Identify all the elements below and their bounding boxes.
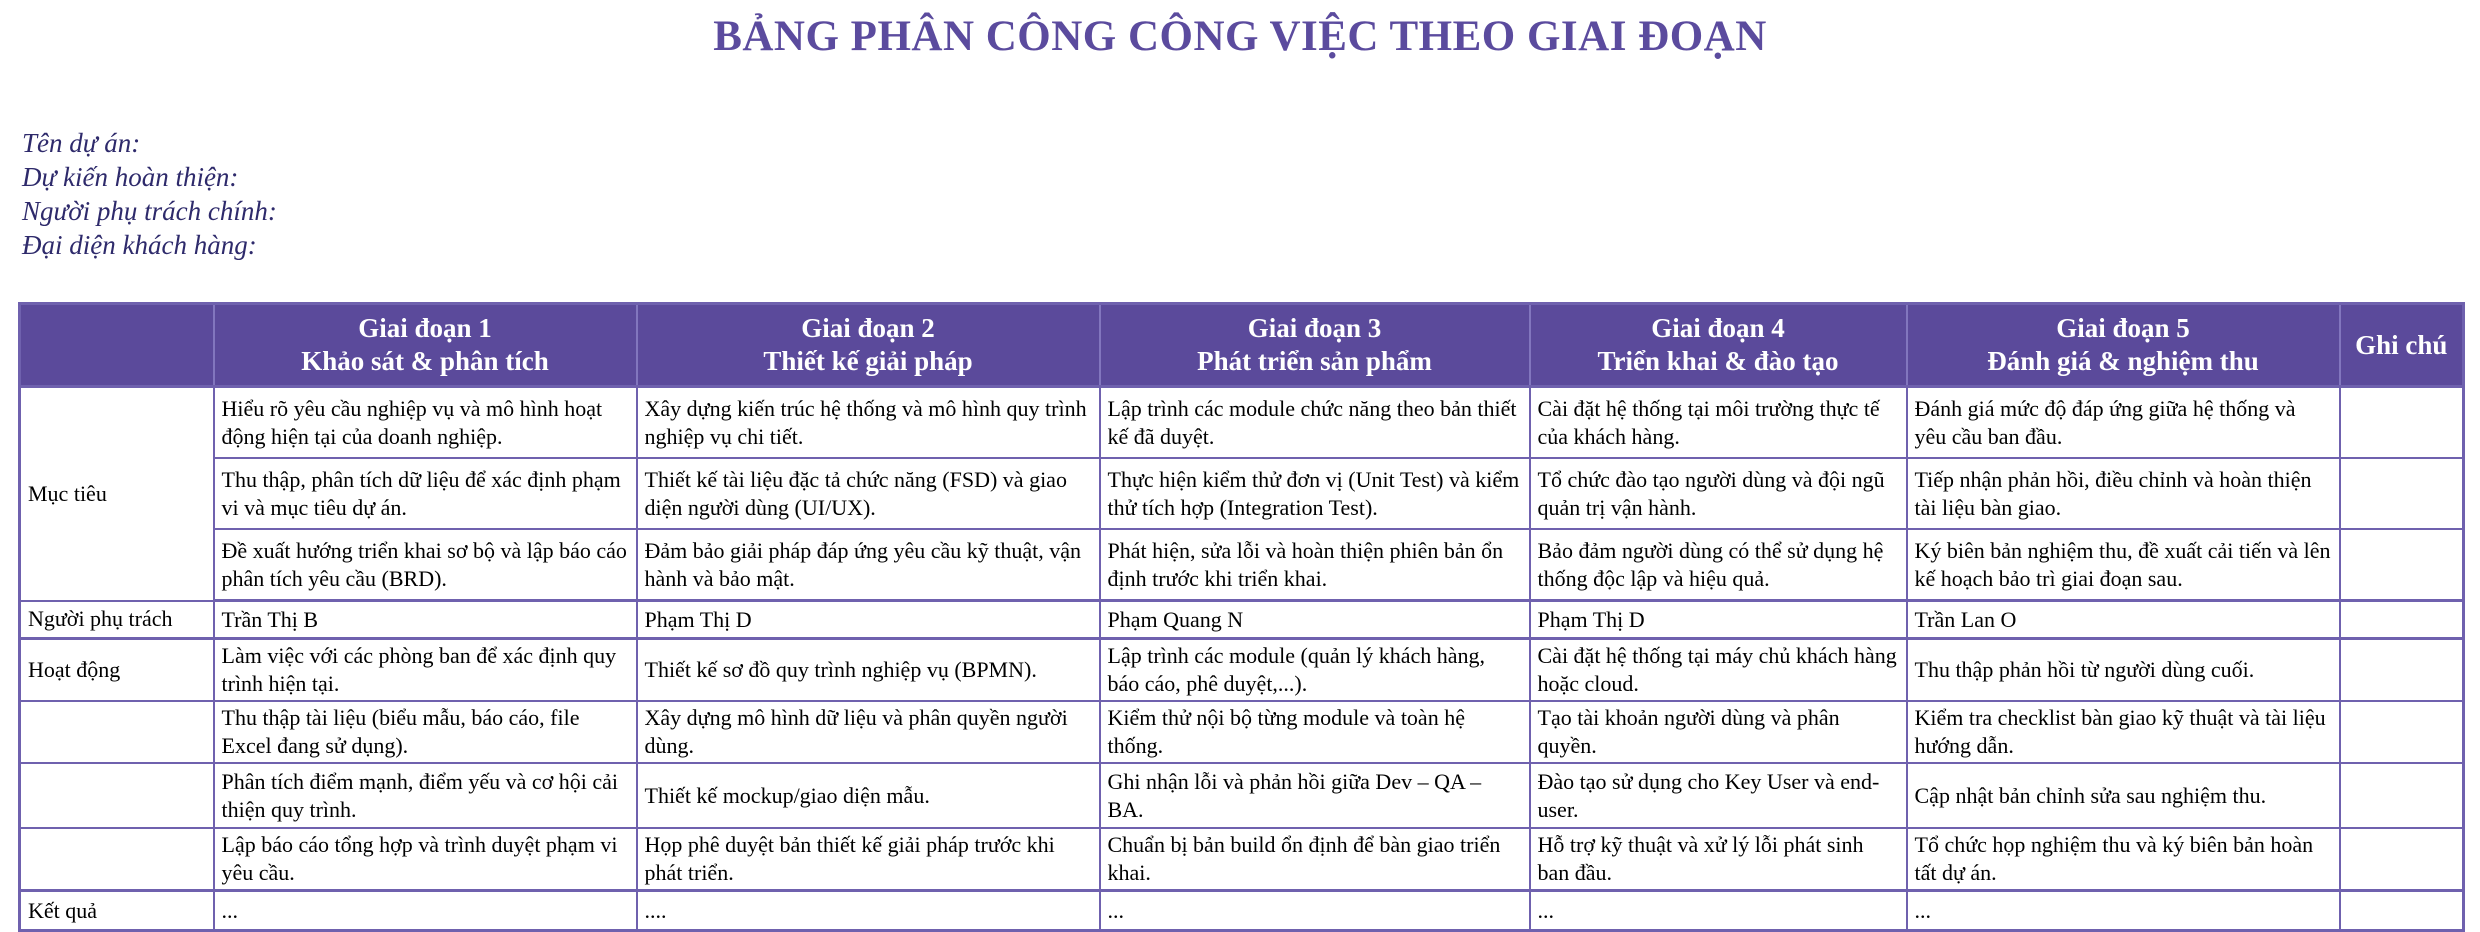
- notes-cell: [2340, 891, 2464, 931]
- activity-cell-p2-r2: Xây dựng mô hình dữ liệu và phân quyền người dùng.: [637, 701, 1100, 763]
- objective-cell-p2-r1: Xây dựng kiến trúc hệ thống và mô hình quy trình nghiệp vụ chi tiết.: [637, 387, 1100, 459]
- client-rep-label: Đại diện khách hàng:: [22, 230, 257, 260]
- result-cell-p4: ...: [1530, 891, 1907, 931]
- activity-cell-p1-r2: Thu thập tài liệu (biểu mẫu, báo cáo, file Excel đang sử dụng).: [214, 701, 637, 763]
- activity-cell-p5-r4: Tổ chức họp nghiệm thu và ký biên bản hoàn tất dự án.: [1907, 828, 2340, 891]
- header-phase-4: [1530, 304, 1907, 387]
- objective-cell-p4-r3: Bảo đảm người dùng có thể sử dụng hệ thống độc lập và hiệu quả.: [1530, 529, 1907, 601]
- phase-4-subtitle: Triển khai & đào tạo: [1597, 346, 1839, 376]
- header-empty-cell: [20, 304, 214, 387]
- notes-cell: [2340, 458, 2464, 529]
- row-label-empty: [20, 763, 214, 828]
- row-label-empty: [20, 701, 214, 763]
- result-cell-p2: ....: [637, 891, 1100, 931]
- row-label-objectives: Mục tiêu: [20, 387, 214, 601]
- row-label-pic: Người phụ trách: [20, 601, 214, 639]
- activity-cell-p2-r1: Thiết kế sơ đồ quy trình nghiệp vụ (BPMN).: [637, 639, 1100, 702]
- phase-1-title: Giai đoạn 1: [358, 313, 492, 343]
- page-title: BẢNG PHÂN CÔNG CÔNG VIỆC THEO GIAI ĐOẠN: [713, 13, 1767, 60]
- objective-cell-p3-r3: Phát hiện, sửa lỗi và hoàn thiện phiên bản ổn định trước khi triển khai.: [1100, 529, 1530, 601]
- header-phase-3: [1100, 304, 1530, 387]
- result-cell-p1: ...: [214, 891, 637, 931]
- project-name-label: Tên dự án:: [22, 128, 141, 158]
- objectives-row-3: [20, 529, 2464, 601]
- activity-cell-p3-r1: Lập trình các module (quản lý khách hàng, báo cáo, phê duyệt,...).: [1100, 639, 1530, 702]
- phase-2-subtitle: Thiết kế giải pháp: [763, 346, 973, 376]
- phase-3-title: Giai đoạn 3: [1247, 313, 1382, 343]
- activity-cell-p1-r3: Phân tích điểm mạnh, điểm yếu và cơ hội cải thiện quy trình.: [214, 763, 637, 828]
- header-phase-1: [214, 304, 637, 387]
- pic-cell-p5: Trần Lan O: [1907, 601, 2340, 639]
- results-row: [20, 891, 2464, 931]
- phase-1-subtitle: Khảo sát & phân tích: [301, 346, 549, 376]
- result-cell-p3: ...: [1100, 891, 1530, 931]
- activity-cell-p2-r4: Họp phê duyệt bản thiết kế giải pháp trước khi phát triển.: [637, 828, 1100, 891]
- objective-cell-p5-r1: Đánh giá mức độ đáp ứng giữa hệ thống và yêu cầu ban đầu.: [1907, 387, 2340, 459]
- objectives-row-2: [20, 458, 2464, 529]
- objective-cell-p4-r1: Cài đặt hệ thống tại môi trường thực tế của khách hàng.: [1530, 387, 1907, 459]
- activity-cell-p2-r3: Thiết kế mockup/giao diện mẫu.: [637, 763, 1100, 828]
- objective-cell-p3-r2: Thực hiện kiểm thử đơn vị (Unit Test) và kiểm thử tích hợp (Integration Test).: [1100, 458, 1530, 529]
- row-label-results: Kết quả: [20, 891, 214, 931]
- notes-cell: [2340, 387, 2464, 459]
- activity-cell-p4-r4: Hỗ trợ kỹ thuật và xử lý lỗi phát sinh ban đầu.: [1530, 828, 1907, 891]
- table-header-row: [20, 304, 2464, 387]
- activity-cell-p4-r2: Tạo tài khoản người dùng và phân quyền.: [1530, 701, 1907, 763]
- pic-cell-p3: Phạm Quang N: [1100, 601, 1530, 639]
- activities-row-2: [20, 701, 2464, 763]
- row-label-activities: Hoạt động: [20, 639, 214, 702]
- objective-cell-p4-r2: Tổ chức đào tạo người dùng và đội ngũ quản trị vận hành.: [1530, 458, 1907, 529]
- notes-cell: [2340, 828, 2464, 891]
- objective-cell-p1-r3: Đề xuất hướng triển khai sơ bộ và lập báo cáo phân tích yêu cầu (BRD).: [214, 529, 637, 601]
- notes-cell: [2340, 529, 2464, 601]
- activity-cell-p1-r4: Lập báo cáo tổng hợp và trình duyệt phạm vi yêu cầu.: [214, 828, 637, 891]
- activity-cell-p3-r4: Chuẩn bị bản build ổn định để bàn giao triển khai.: [1100, 828, 1530, 891]
- activities-row-1: [20, 639, 2464, 702]
- activity-cell-p4-r1: Cài đặt hệ thống tại máy chủ khách hàng hoặc cloud.: [1530, 639, 1907, 702]
- activity-cell-p4-r3: Đào tạo sử dụng cho Key User và end-user.: [1530, 763, 1907, 828]
- objective-cell-p3-r1: Lập trình các module chức năng theo bản thiết kế đã duyệt.: [1100, 387, 1530, 459]
- pic-cell-p1: Trần Thị B: [214, 601, 637, 639]
- phase-4-title: Giai đoạn 4: [1651, 313, 1785, 343]
- objective-cell-p5-r3: Ký biên bản nghiệm thu, đề xuất cải tiến và lên kế hoạch bảo trì giai đoạn sau.: [1907, 529, 2340, 601]
- objective-cell-p1-r1: Hiểu rõ yêu cầu nghiệp vụ và mô hình hoạt động hiện tại của doanh nghiệp.: [214, 387, 637, 459]
- expected-completion-label: Dự kiến hoàn thiện:: [22, 162, 239, 192]
- result-cell-p5: ...: [1907, 891, 2340, 931]
- notes-cell: [2340, 639, 2464, 702]
- notes-cell: [2340, 601, 2464, 639]
- activity-cell-p5-r2: Kiểm tra checklist bàn giao kỹ thuật và tài liệu hướng dẫn.: [1907, 701, 2340, 763]
- notes-cell: [2340, 701, 2464, 763]
- assignment-table: [18, 302, 2465, 932]
- objective-cell-p2-r3: Đảm bảo giải pháp đáp ứng yêu cầu kỹ thuật, vận hành và bảo mật.: [637, 529, 1100, 601]
- header-phase-2: [637, 304, 1100, 387]
- activity-cell-p5-r3: Cập nhật bản chỉnh sửa sau nghiệm thu.: [1907, 763, 2340, 828]
- phase-3-subtitle: Phát triển sản phẩm: [1197, 346, 1432, 376]
- phase-2-title: Giai đoạn 2: [801, 313, 935, 343]
- pic-cell-p2: Phạm Thị D: [637, 601, 1100, 639]
- phase-5-subtitle: Đánh giá & nghiệm thu: [1987, 346, 2259, 376]
- notes-cell: [2340, 763, 2464, 828]
- activities-row-4: [20, 828, 2464, 891]
- header-phase-5: [1907, 304, 2340, 387]
- header-notes: Ghi chú: [2340, 304, 2464, 387]
- pic-cell-p4: Phạm Thị D: [1530, 601, 1907, 639]
- objective-cell-p1-r2: Thu thập, phân tích dữ liệu để xác định phạm vi và mục tiêu dự án.: [214, 458, 637, 529]
- objectives-row-1: [20, 387, 2464, 459]
- project-meta: [22, 126, 277, 262]
- row-label-empty: [20, 828, 214, 891]
- activity-cell-p3-r2: Kiểm thử nội bộ từng module và toàn hệ thống.: [1100, 701, 1530, 763]
- activity-cell-p5-r1: Thu thập phản hồi từ người dùng cuối.: [1907, 639, 2340, 702]
- objective-cell-p5-r2: Tiếp nhận phản hồi, điều chỉnh và hoàn thiện tài liệu bàn giao.: [1907, 458, 2340, 529]
- main-pic-label: Người phụ trách chính:: [22, 196, 277, 226]
- objective-cell-p2-r2: Thiết kế tài liệu đặc tả chức năng (FSD) và giao diện người dùng (UI/UX).: [637, 458, 1100, 529]
- activity-cell-p3-r3: Ghi nhận lỗi và phản hồi giữa Dev – QA – BA.: [1100, 763, 1530, 828]
- phase-5-title: Giai đoạn 5: [2056, 313, 2190, 343]
- pic-row: [20, 601, 2464, 639]
- activity-cell-p1-r1: Làm việc với các phòng ban để xác định quy trình hiện tại.: [214, 639, 637, 702]
- activities-row-3: [20, 763, 2464, 828]
